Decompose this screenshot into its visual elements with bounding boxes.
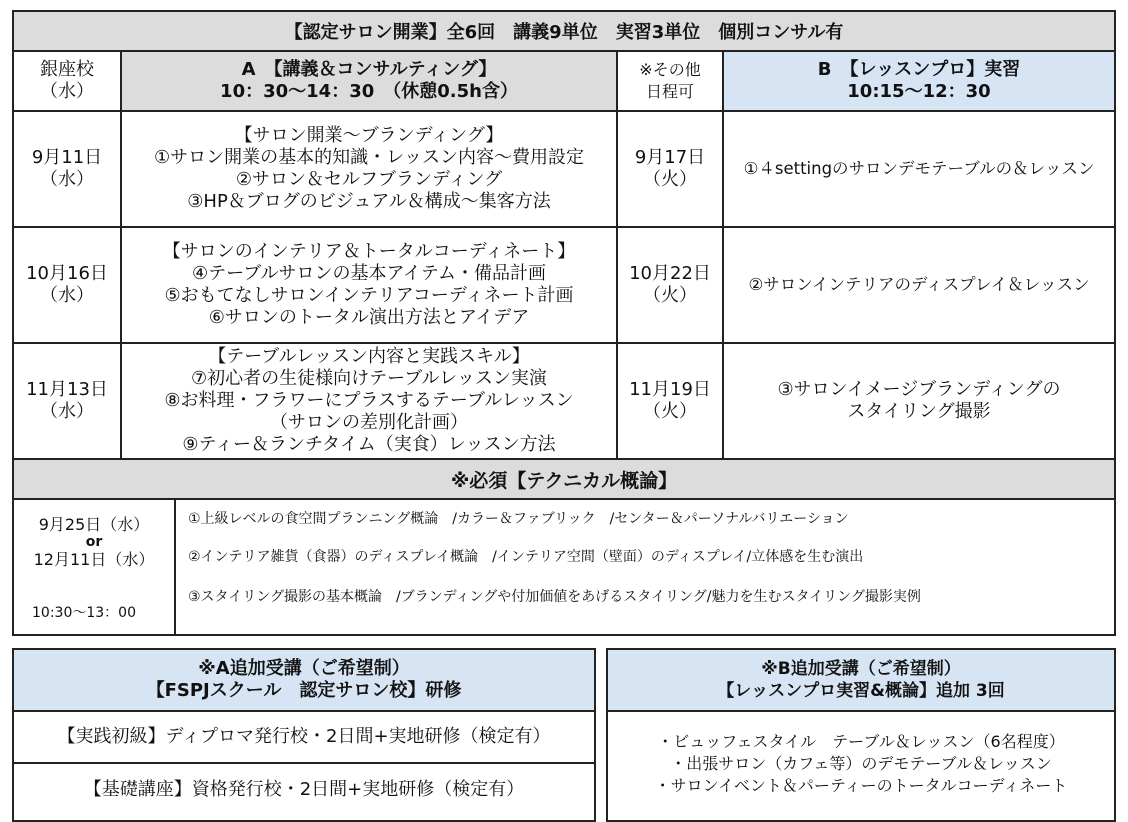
addon-b-item-1: ・ビュッフェスタイル テーブル＆レッスン（6名程度） — [657, 732, 1065, 751]
technical-title: ※必須【テクニカル概論】 — [14, 460, 1114, 498]
technical-item-1: ①上級レベルの食空間プランニング概論 /カラー＆ファブリック /センター＆パーソナルバリエーション — [188, 511, 849, 527]
addon-a-section — [12, 648, 596, 820]
addon-b-item-2: ・出張サロン（カフェ等）のデモテーブル＆レッスン — [670, 754, 1052, 773]
row2-lecture-content: 【サロンのインテリア＆トータルコーディネート】 ④テーブルサロンの基本アイテム・備品計画 ⑤おもてなしサロンインテリアコーディネート計画 ⑥サロンのトータル演出方法とアイデア — [162, 241, 576, 328]
addon-b-item-3: ・サロンイベント＆パーティーのトータルコーディネート — [654, 776, 1068, 795]
technical-date-1: 9月25日（水） — [38, 515, 150, 534]
technical-items — [188, 500, 1108, 634]
addon-b-header: ※B追加受講（ご希望制） 【レッスンプロ実習&概論】追加 3回 — [608, 650, 1114, 710]
row1-practice-content: ①４settingのサロンデモテーブルの＆レッスン — [743, 159, 1095, 178]
technical-date-or: or — [85, 534, 103, 550]
technical-time: 10:30〜13：00 — [32, 605, 136, 621]
row3-lecture-content: 【テーブルレッスン内容と実践スキル】 ⑦初心者の生徒様向けテーブルレッスン実演 ⑧お料理・フラワーにプラスするテーブルレッスン （サロンの差別化計画） ⑨ティー＆ランチタイム（実食）レッスン方法 — [164, 346, 574, 455]
row1-date-b: 9月17日 （火） — [634, 147, 706, 190]
technical-date-2: 12月11日（水） — [33, 550, 155, 569]
schedule-table — [12, 10, 1116, 460]
row3-date-a: 11月13日 （水） — [26, 379, 108, 422]
row3-date-b: 11月19日 （火） — [629, 379, 711, 422]
row1-date-a: 9月11日 （水） — [31, 147, 103, 190]
technical-dates — [14, 500, 174, 634]
schedule-title — [14, 12, 1114, 50]
location-header: 銀座校 （水） — [14, 52, 120, 110]
addon-a-item-2: 【基礎講座】資格発行校・2日間+実地研修（検定有） — [83, 779, 525, 800]
technical-section — [12, 458, 1116, 636]
other-dates-header: ※その他 日程可 — [618, 52, 722, 110]
addon-b-items — [608, 712, 1114, 816]
course-a-header: A 【講義＆コンサルティング】 10：30〜14：30 （休憩0.5h含） — [122, 52, 616, 110]
row1-lecture-content: 【サロン開業〜ブランディング】 ①サロン開業の基本的知識・レッスン内容〜費用設定 ②サロン＆セルフブランディング ③HP＆ブログのビジュアル＆構成〜集客方法 — [154, 125, 584, 212]
technical-item-3: ③スタイリング撮影の基本概論 /ブランディングや付加価値をあげるスタイリング/魅力を生むスタイリング撮影実例 — [188, 589, 921, 605]
addon-b-section — [606, 648, 1116, 820]
course-b-header: B 【レッスンプロ】実習 10:15〜12：30 — [724, 52, 1114, 110]
schedule-title-text: 【認定サロン開業】全6回 講義9単位 実習3単位 個別コンサル有 — [284, 22, 844, 43]
row2-date-a: 10月16日 （水） — [26, 263, 108, 306]
row3-practice-content: ③サロンイメージブランディングの スタイリング撮影 — [777, 379, 1061, 422]
technical-item-2: ②インテリア雑貨（食器）のディスプレイ概論 /インテリア空間（壁面）のディスプレイ/立体感を生む演出 — [188, 549, 864, 565]
addon-a-header: ※A追加受講（ご希望制） 【FSPJスクール 認定サロン校】研修 — [14, 650, 594, 710]
addon-a-item-1: 【実践初級】ディプロマ発行校・2日間+実地研修（検定有） — [57, 726, 551, 747]
row2-date-b: 10月22日 （火） — [629, 263, 711, 306]
row2-practice-content: ②サロンインテリアのディスプレイ＆レッスン — [748, 275, 1090, 294]
